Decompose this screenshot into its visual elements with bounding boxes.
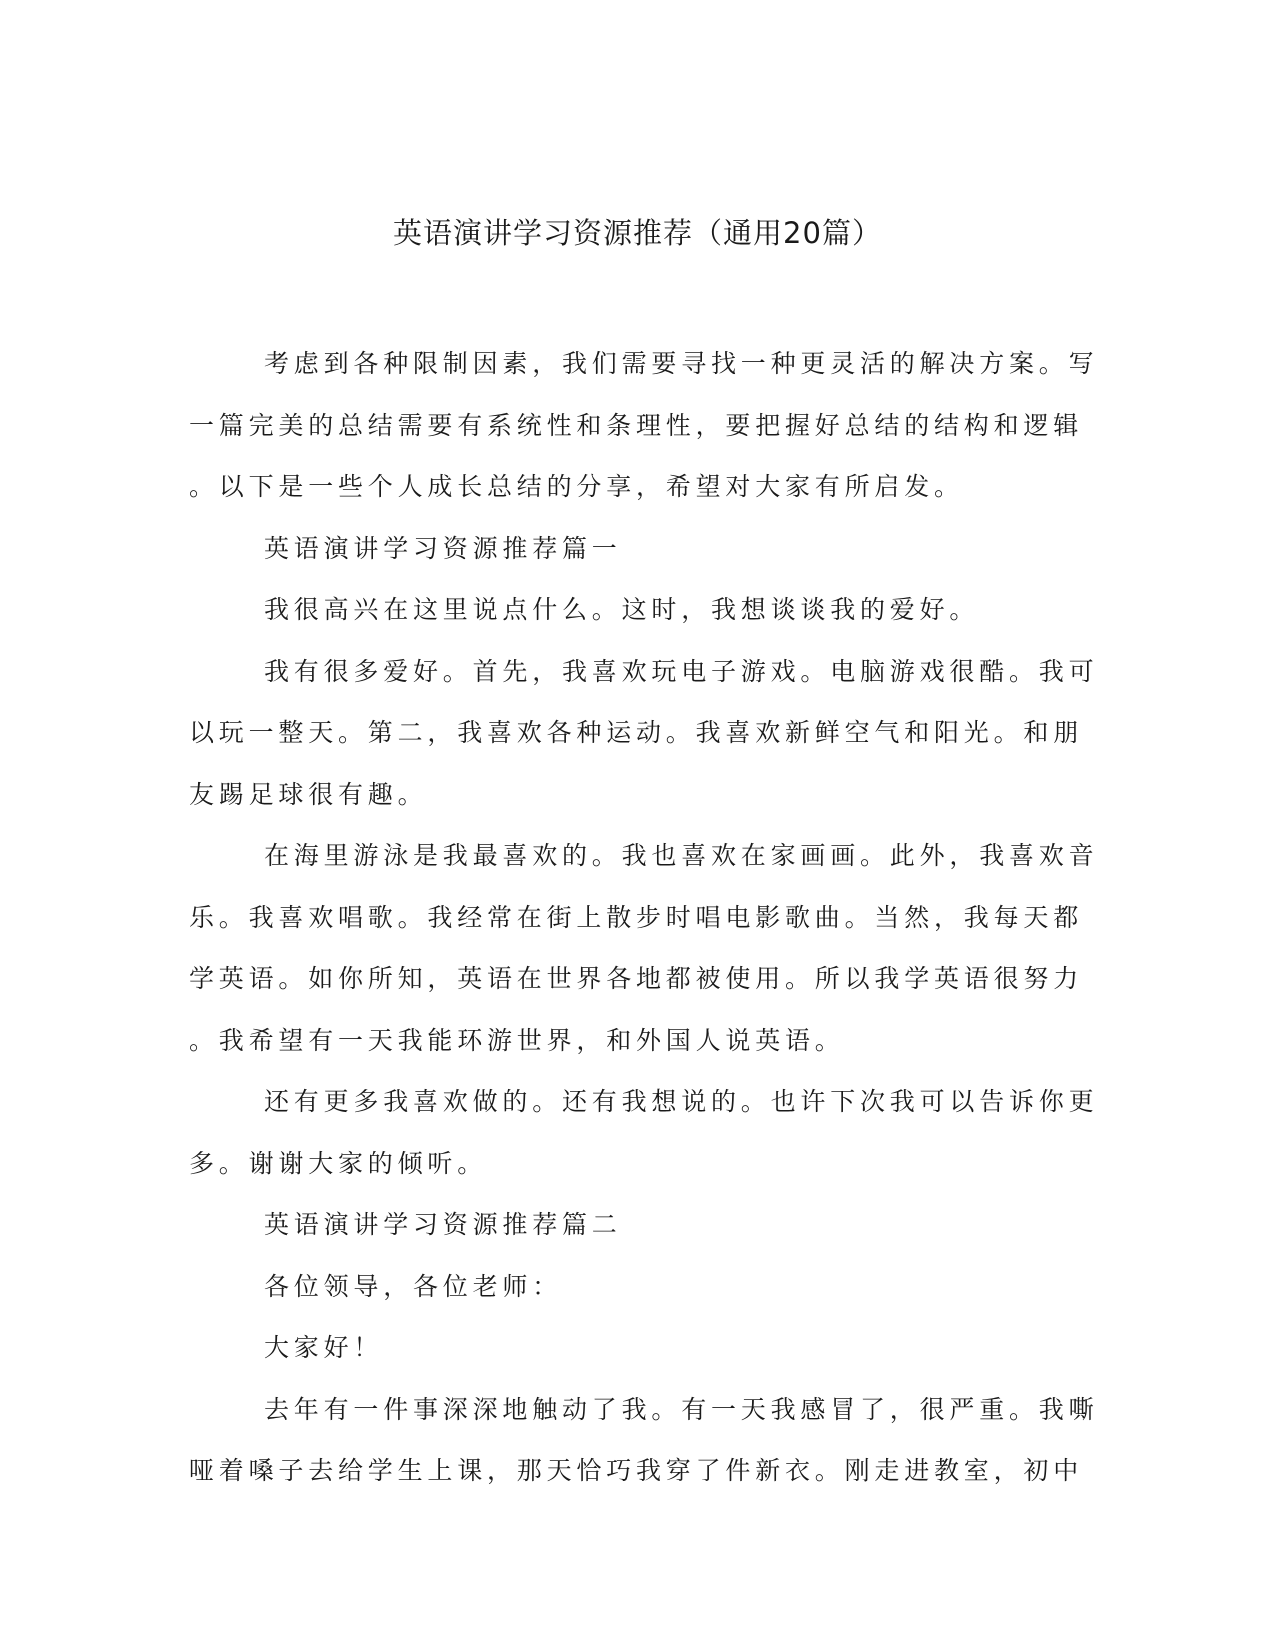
text-line: 。我希望有一天我能环游世界，和外国人说英语。	[189, 1025, 845, 1055]
paragraph	[189, 579, 1079, 641]
text-line: 以玩一整天。第二，我喜欢各种运动。我喜欢新鲜空气和阳光。和朋	[189, 718, 1084, 747]
text-line: 英语演讲学习资源推荐篇二	[264, 1210, 622, 1239]
paragraph	[189, 1379, 1099, 1502]
section-heading-2	[189, 1194, 1079, 1256]
text-line: 我有很多爱好。首先，我喜欢玩电子游戏。电脑游戏很酷。我可	[264, 656, 1099, 686]
text-line: 还有更多我喜欢做的。还有我想说的。也许下次我可以告诉你更	[264, 1087, 1099, 1116]
text-line: 英语演讲学习资源推荐篇一	[264, 533, 622, 563]
paragraph-intro	[189, 333, 1099, 518]
text-line: 多。谢谢大家的倾听。	[189, 1148, 488, 1178]
text-line: 我很高兴在这里说点什么。这时，我想谈谈我的爱好。	[264, 595, 980, 624]
document-body	[189, 333, 1099, 1502]
text-line: 考虑到各种限制因素，我们需要寻找一种更灵活的解决方案。写	[264, 349, 1099, 378]
section-heading-1	[189, 518, 1079, 580]
text-line: 。以下是一些个人成长总结的分享，希望对大家有所启发。	[189, 472, 964, 501]
greeting	[189, 1317, 1079, 1379]
text-line: 去年有一件事深深地触动了我。有一天我感冒了，很严重。我嘶	[264, 1394, 1099, 1424]
text-line: 友踢足球很有趣。	[189, 779, 428, 809]
paragraph	[189, 825, 1099, 1071]
document-title: 英语演讲学习资源推荐（通用20篇）	[393, 216, 882, 250]
text-line: 哑着嗓子去给学生上课，那天恰巧我穿了件新衣。刚走进教室，初中	[189, 1456, 1084, 1485]
text-line: 学英语。如你所知，英语在世界各地都被使用。所以我学英语很努力	[189, 964, 1084, 993]
paragraph	[189, 641, 1099, 826]
text-line: 一篇完美的总结需要有系统性和条理性，要把握好总结的结构和逻辑	[189, 410, 1084, 440]
text-line: 大家好！	[264, 1333, 384, 1362]
text-line: 乐。我喜欢唱歌。我经常在街上散步时唱电影歌曲。当然，我每天都	[189, 902, 1084, 932]
text-line: 在海里游泳是我最喜欢的。我也喜欢在家画画。此外，我喜欢音	[264, 841, 1099, 870]
salutation	[189, 1256, 1079, 1318]
paragraph	[189, 1071, 1099, 1194]
text-line: 各位领导，各位老师：	[264, 1271, 563, 1301]
